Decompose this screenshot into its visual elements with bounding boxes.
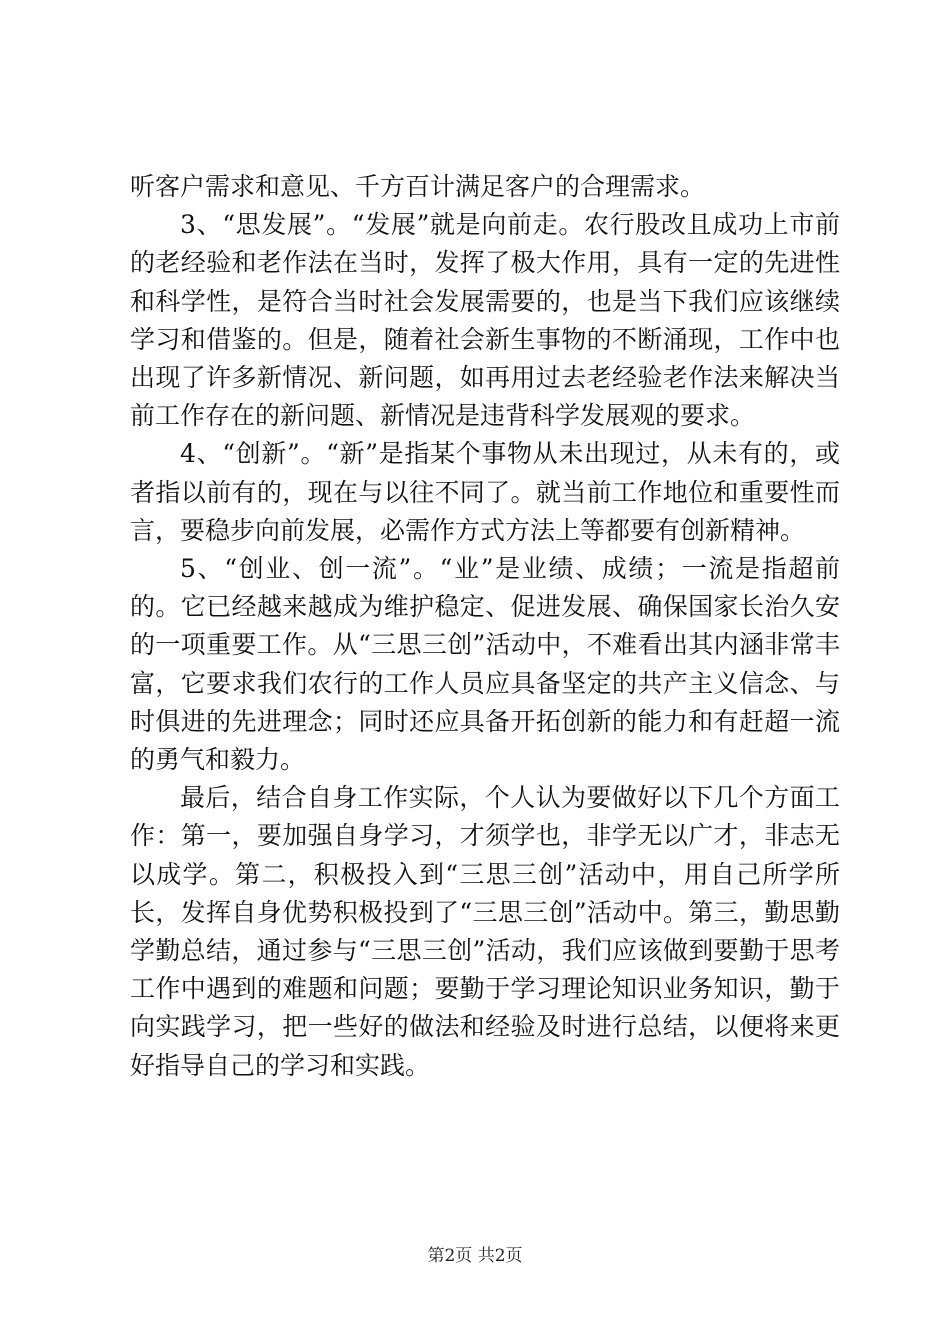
paragraph-si-fazhan: 3、“思发展”。“发展”就是向前走。农行股改且成功上市前的老经验和老作法在当时，发挥了极大作用，具有一定的先进性和科学性，是符合当时社会发展需要的，也是当下我们应该继续学习和借鉴的。但是，随着社会新生事物的不断涌现，工作中也出现了许多新情况、新问题，如再用过去老经验老作法来解决当前工作存在的新问题、新情况是违背科学发展观的要求。 [130,210,840,431]
document-body [130,168,840,1085]
page-number-footer: 第2页 共2页 [427,1246,523,1266]
paragraph-chuangxin: 4、“创新”。“新”是指某个事物从未出现过，从未有的，或者指以前有的，现在与以往不同了。就当前工作地位和重要性而言，要稳步向前发展，必需作方式方法上等都要有创新精神。 [130,439,840,545]
paragraph-chuangye-chuangyiliu: 5、“创业、创一流”。“业”是业绩、成绩；一流是指超前的。它已经越来越成为维护稳定、促进发展、确保国家长治久安的一项重要工作。从“三思三创”活动中，不难看出其内涵非常丰富，它要求我们农行的工作人员应具备坚定的共产主义信念、与时俱进的先进理念；同时还应具备开拓创新的能力和有赶超一流的勇气和毅力。 [130,554,840,775]
paragraph-continuation: 听客户需求和意见、千方百计满足客户的合理需求。 [130,172,706,201]
paragraph-conclusion: 最后，结合自身工作实际，个人认为要做好以下几个方面工作：第一，要加强自身学习，才须学也，非学无以广才，非志无以成学。第二，积极投入到“三思三创”活动中，用自己所学所长，发挥自身优势积极投到了“三思三创”活动中。第三，勤思勤学勤总结，通过参与“三思三创”活动，我们应该做到要勤于思考工作中遇到的难题和问题；要勤于学习理论知识业务知识，勤于向实践学习，把一些好的做法和经验及时进行总结，以便将来更好指导自己的学习和实践。 [130,783,840,1080]
